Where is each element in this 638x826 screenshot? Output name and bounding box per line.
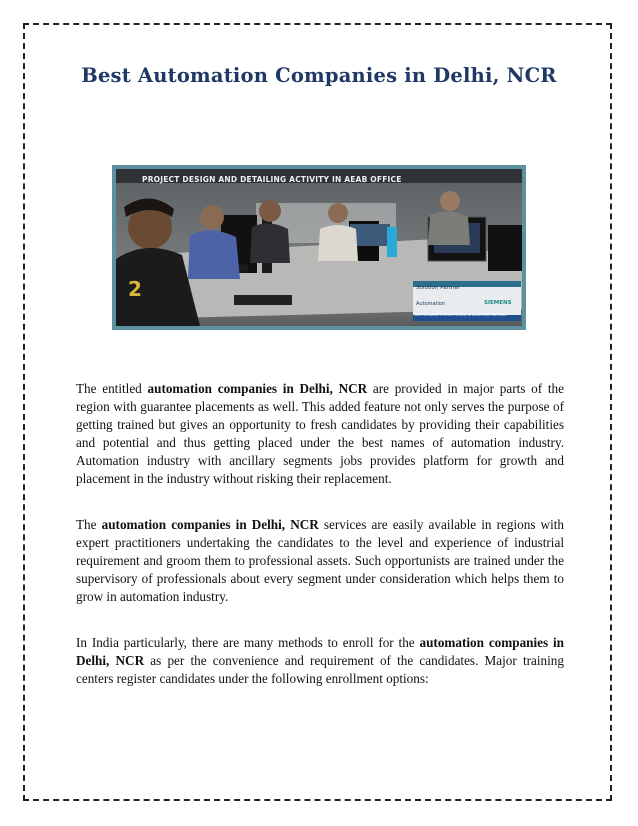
sign-line-1: Solution Partner xyxy=(416,285,461,291)
paragraph-2 xyxy=(76,516,564,606)
photo-banner-text: PROJECT DESIGN AND DETAILING ACTIVITY IN AEAB OFFICE xyxy=(142,175,402,184)
paragraph-1-keyword: automation companies in Delhi, NCR xyxy=(147,381,368,396)
shirt-number: 2 xyxy=(128,277,142,301)
sign-line-2: Automation xyxy=(416,301,446,307)
paragraph-1-text-b: are provided in major parts of the region with guarantee placements as well. This added feature not only serves the purpose of getting trained but gives an opportunity to fresh candidates by providing their capabilities and potential and thus getting placed under the best names of automation industry. Automation industry with ancillary segments jobs provides platform for growth and placement in the industry without risking their replacement. xyxy=(76,381,564,486)
sign-brand: SIEMENS xyxy=(484,300,512,306)
paragraph-2-text-a: The xyxy=(76,517,102,532)
sign-footer: AUTHORIZED SYSTEM HOUSE & SOLUTION PARTNER xyxy=(415,313,507,317)
page-title: Best Automation Companies in Delhi, NCR xyxy=(81,64,557,87)
paragraph-3-keyword: automation companies in Delhi, NCR xyxy=(76,635,564,668)
paragraph-2-keyword: automation companies in Delhi, NCR xyxy=(101,517,319,532)
paragraph-3 xyxy=(76,634,564,688)
paragraph-3-text-a: In India particularly, there are many methods to enroll for the xyxy=(76,635,420,650)
paragraph-2-text-b: services are easily available in regions with expert practitioners undertaking the candidates to the level and experience of industrial requirement and groom them to professional assets. Such opportunists are trained under the supervisory of professionals about every segment under consideration which helps them to grow in automation industry. xyxy=(76,517,565,604)
paragraph-1-text-a: The entitled xyxy=(76,381,148,396)
office-photo xyxy=(112,165,526,330)
paragraph-1 xyxy=(76,380,564,488)
paragraph-3-text-b: as per the convenience and requirement of the candidates. Major training centers register candidates under the following enrollment options: xyxy=(76,653,564,686)
